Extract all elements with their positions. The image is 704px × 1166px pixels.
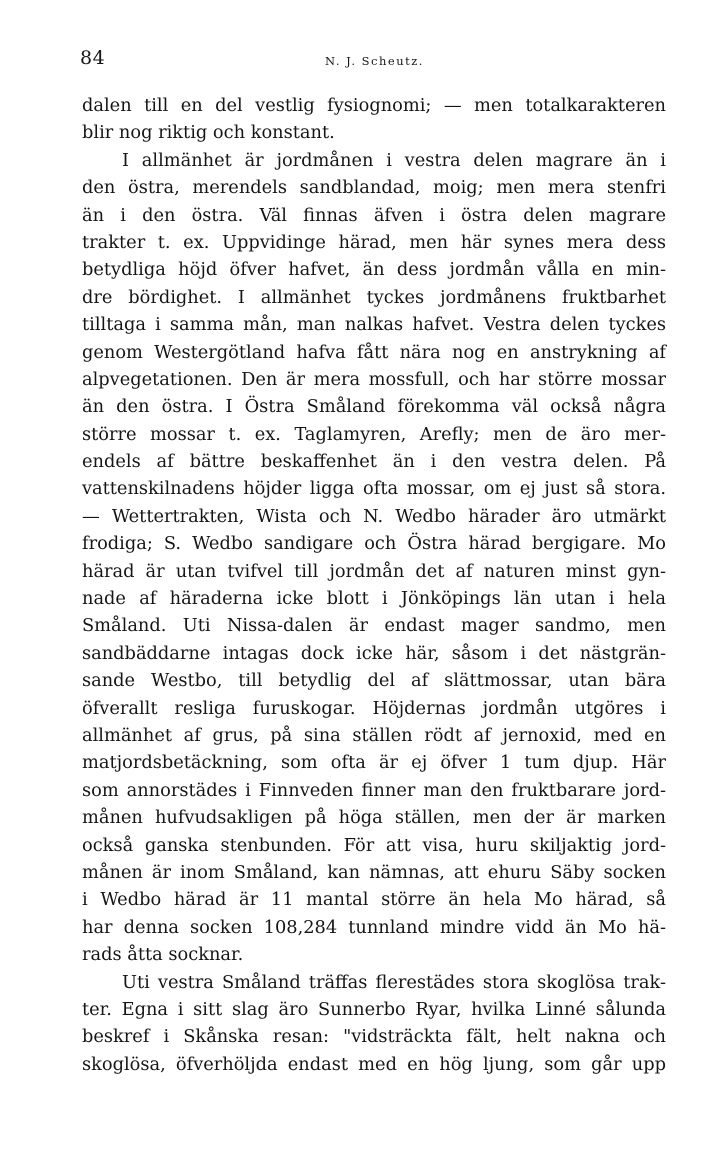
text-line: månen hufvudsakligen på höga ställen, men der är marken bbox=[82, 807, 666, 829]
text-line: rads åtta socknar. bbox=[82, 944, 244, 966]
text-line: öfverallt resliga furuskogar. Höjdernas jordmån utgöres i bbox=[82, 697, 666, 719]
text-line: — Wettertrakten, Wista och N. Wedbo härader äro utmärkt bbox=[82, 505, 666, 527]
text-line: större mossar t. ex. Taglamyren, Arefly; men de äro mer- bbox=[82, 423, 666, 445]
text-line: som annorstädes i Finnveden finner man den fruktbarare jord- bbox=[82, 779, 666, 801]
page-number: 84 bbox=[80, 47, 106, 69]
text-line: än i den östra. Väl finnas äfven i östra delen magrare bbox=[82, 204, 666, 226]
text-line: betydliga höjd öfver hafvet, än dess jordmån vålla en min- bbox=[82, 259, 666, 281]
text-line: tilltaga i samma mån, man nalkas hafvet. Vestra delen tyckes bbox=[82, 314, 666, 336]
text-line: den östra, merendels sandblandad, moig; men mera stenfri bbox=[82, 177, 666, 199]
text-line: sandbäddarne intagas dock icke här, såsom i det nästgrän- bbox=[82, 642, 666, 664]
text-line: nade af häraderna icke blott i Jönköpings län utan i hela bbox=[82, 588, 666, 610]
running-head: N. J. Scheutz. bbox=[325, 54, 424, 68]
text-line: sande Westbo, till betydlig del af slättmossar, utan bära bbox=[82, 670, 666, 692]
text-line: trakter t. ex. Uppvidinge härad, men här synes mera dess bbox=[82, 231, 666, 253]
text-line: alpvegetationen. Den är mera mossfull, och har större mossar bbox=[82, 368, 666, 390]
text-line: allmänhet af grus, på sina ställen rödt af jernoxid, med en bbox=[82, 724, 666, 746]
text-line: endels af bättre beskaffenhet än i den vestra delen. På bbox=[82, 451, 666, 473]
text-line: än den östra. I Östra Småland förekomma väl också några bbox=[82, 396, 666, 418]
text-line: matjordsbetäckning, som ofta är ej öfver 1 tum djup. Här bbox=[82, 752, 666, 774]
text-line: vattenskilnadens höjder ligga ofta mossar, om ej just så stora. bbox=[82, 478, 666, 500]
text-line: i Wedbo härad är 11 mantal större än hela Mo härad, så bbox=[82, 889, 666, 911]
text-line: Småland. Uti Nissa-dalen är endast mager sandmo, men bbox=[82, 615, 666, 637]
text-line: härad är utan tvifvel till jordmån det af naturen minst gyn- bbox=[82, 560, 666, 582]
text-line: skoglösa, öfverhöljda endast med en hög ljung, som går upp bbox=[82, 1053, 666, 1075]
text-line: dalen till en del vestlig fysiognomi; — men totalkarakteren bbox=[82, 95, 666, 116]
body-text bbox=[82, 92, 666, 1078]
paragraph-start-line: I allmänhet är jordmånen i vestra delen magrare än i bbox=[122, 149, 666, 171]
text-line: genom Westergötland hafva fått nära nog en anstrykning af bbox=[82, 341, 666, 363]
text-line: blir nog riktig och konstant. bbox=[82, 122, 335, 144]
text-line: också ganska stenbunden. För att visa, huru skiljaktig jord- bbox=[82, 834, 666, 856]
text-line: ter. Egna i sitt slag äro Sunnerbo Ryar, hvilka Linné sålunda bbox=[82, 998, 666, 1020]
text-line: har denna socken 108,284 tunnland mindre vidd än Mo hä- bbox=[82, 916, 666, 938]
paragraph-start-line: Uti vestra Småland träffas flerestädes stora skoglösa trak- bbox=[122, 971, 666, 993]
text-line: beskref i Skånska resan: "vidsträckta fält, helt nakna och bbox=[82, 1026, 666, 1048]
text-line: dre bördighet. I allmänhet tyckes jordmånens fruktbarhet bbox=[82, 286, 666, 308]
text-line: månen är inom Småland, kan nämnas, att ehuru Säby socken bbox=[82, 861, 666, 883]
text-line: frodiga; S. Wedbo sandigare och Östra härad bergigare. Mo bbox=[82, 533, 666, 555]
